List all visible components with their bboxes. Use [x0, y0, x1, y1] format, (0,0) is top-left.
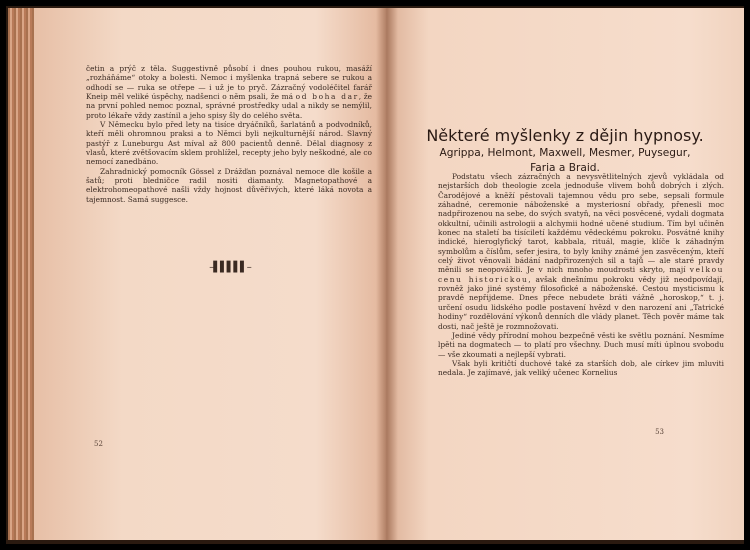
right-page-text	[438, 172, 724, 378]
ornament-divider: –▌▌▌▌▌–	[209, 262, 251, 273]
subtitle-line: Faria a Braid.	[530, 161, 600, 174]
book-gutter	[376, 8, 398, 540]
subtitle-line: Agrippa, Helmont, Maxwell, Mesmer, Puysegur,	[439, 147, 691, 159]
page-number-left: 52	[94, 440, 103, 448]
page-number-right: 53	[655, 428, 664, 436]
right-page	[386, 8, 744, 540]
paragraph: Zahradnický pomocník Gössel z Drážďan poznával nemoce dle košile a šatů; proti bledničce radil nositi diamanty. Magnetopathové a elektrohomeopathové našli vždy hojnost důvěřivých, které láká novota a tajemnost. Samá suggesce.	[86, 166, 372, 204]
paragraph: V Německu bylo před lety na tisíce dryáčníků, šarlatánů a podvodníků, kteří měli ohromnou praksi a to Němci byli nejkulturnější národ. Slavný pastýř z Luneburgu Ast míval až 800 pacientů denně. Dělal diagnosy z vlasů, které zvětšovacím sklem prohlížel, recepty jeho byly neškodné, ale co nemocí zanedbáno.	[86, 120, 372, 167]
chapter-subtitle	[386, 146, 744, 175]
paragraph: Jediné vědy přírodní mohou bezpečně věsti ke světlu poznání. Nesmíme lpěti na dogmatech — to platí pro všechny. Duch musí míti úplnou svobodu — vše zkoumati a nejlepší vybrati.	[438, 330, 724, 359]
paragraph: Podstatu všech zázračných a nevysvětlitelných zjevů vykládala od nejstarších dob theologie zcela jednoduše vlivem bohů dobrých i zlých. Čarodějové a kněží pěstovali tajemnou vědu pro sebe, sepsali formule záhadné, ceremonie náboženské a mysteriosní obřady, přenesli moc nadpřirozenou na sebe, do svých svatyň, na věci posvěcené, vydali dogmata okkultní, učinili astrologii a alchymii hodné učené studium. Tím byl učiněn konec na staletí ba tisíciletí každému vědeckému pokroku. Posvátné knihy indické, hieroglyfický tarot, kabbala, rituál, magie, klíče k záhadným symbolům a číslům, sefer jesira, to byly knihy známé jen zasvěceným, kteří celý život věnovali bádání nadpřirozených sil a tajů — ale staré pravdy měnili se neopovážili. Je v nich mnoho moudrosti skryto, mají velkou cenu historickou, avšak dnešnímu pokroku vědy již neodpovídají, rovněž jako jiné systémy filosofické a náboženské. Cestou mysticismu k pravdě nepřijdeme. Dnes přece nebudete bráti vážně „horoskop,“ t. j. určení osudu lidského podle postavení hvězd v den narození ani „Tatrické hodiny“ rozdělování výkonů denních dle vlády planet. Těch pověr máme tak dosti, nač ještě je rozmnožovati.	[438, 172, 724, 331]
paragraph: Však byli kritičtí duchové také za starších dob, ale církev jim mluviti nedala. Je zajímavé, jak veliký učenec Kornelius	[438, 358, 724, 378]
paragraph: četin a prýč z těla. Suggestivně působí i dnes pouhou rukou, masáží „rozháňáme“ otoky a bolesti. Nemoc i myšlenka trapná sebere se rukou a odhodí se — ruka se otřepe — i už je to pryč. Zázračný vodoléčitel farář Kneip měl veliké úspěchy, nadšenci o něm psali, že má od boha dar, že na první pohled nemoc poznal, správné prostředky udal a nikdy se nemýlil, proto lékaře vždy zastínil a jeho spisy šly do celého světa.	[86, 64, 373, 120]
left-page	[34, 8, 386, 540]
page-edges	[8, 8, 34, 540]
chapter-title: Některé myšlenky z dějin hypnosy.	[426, 126, 704, 145]
left-page-text	[86, 64, 372, 204]
